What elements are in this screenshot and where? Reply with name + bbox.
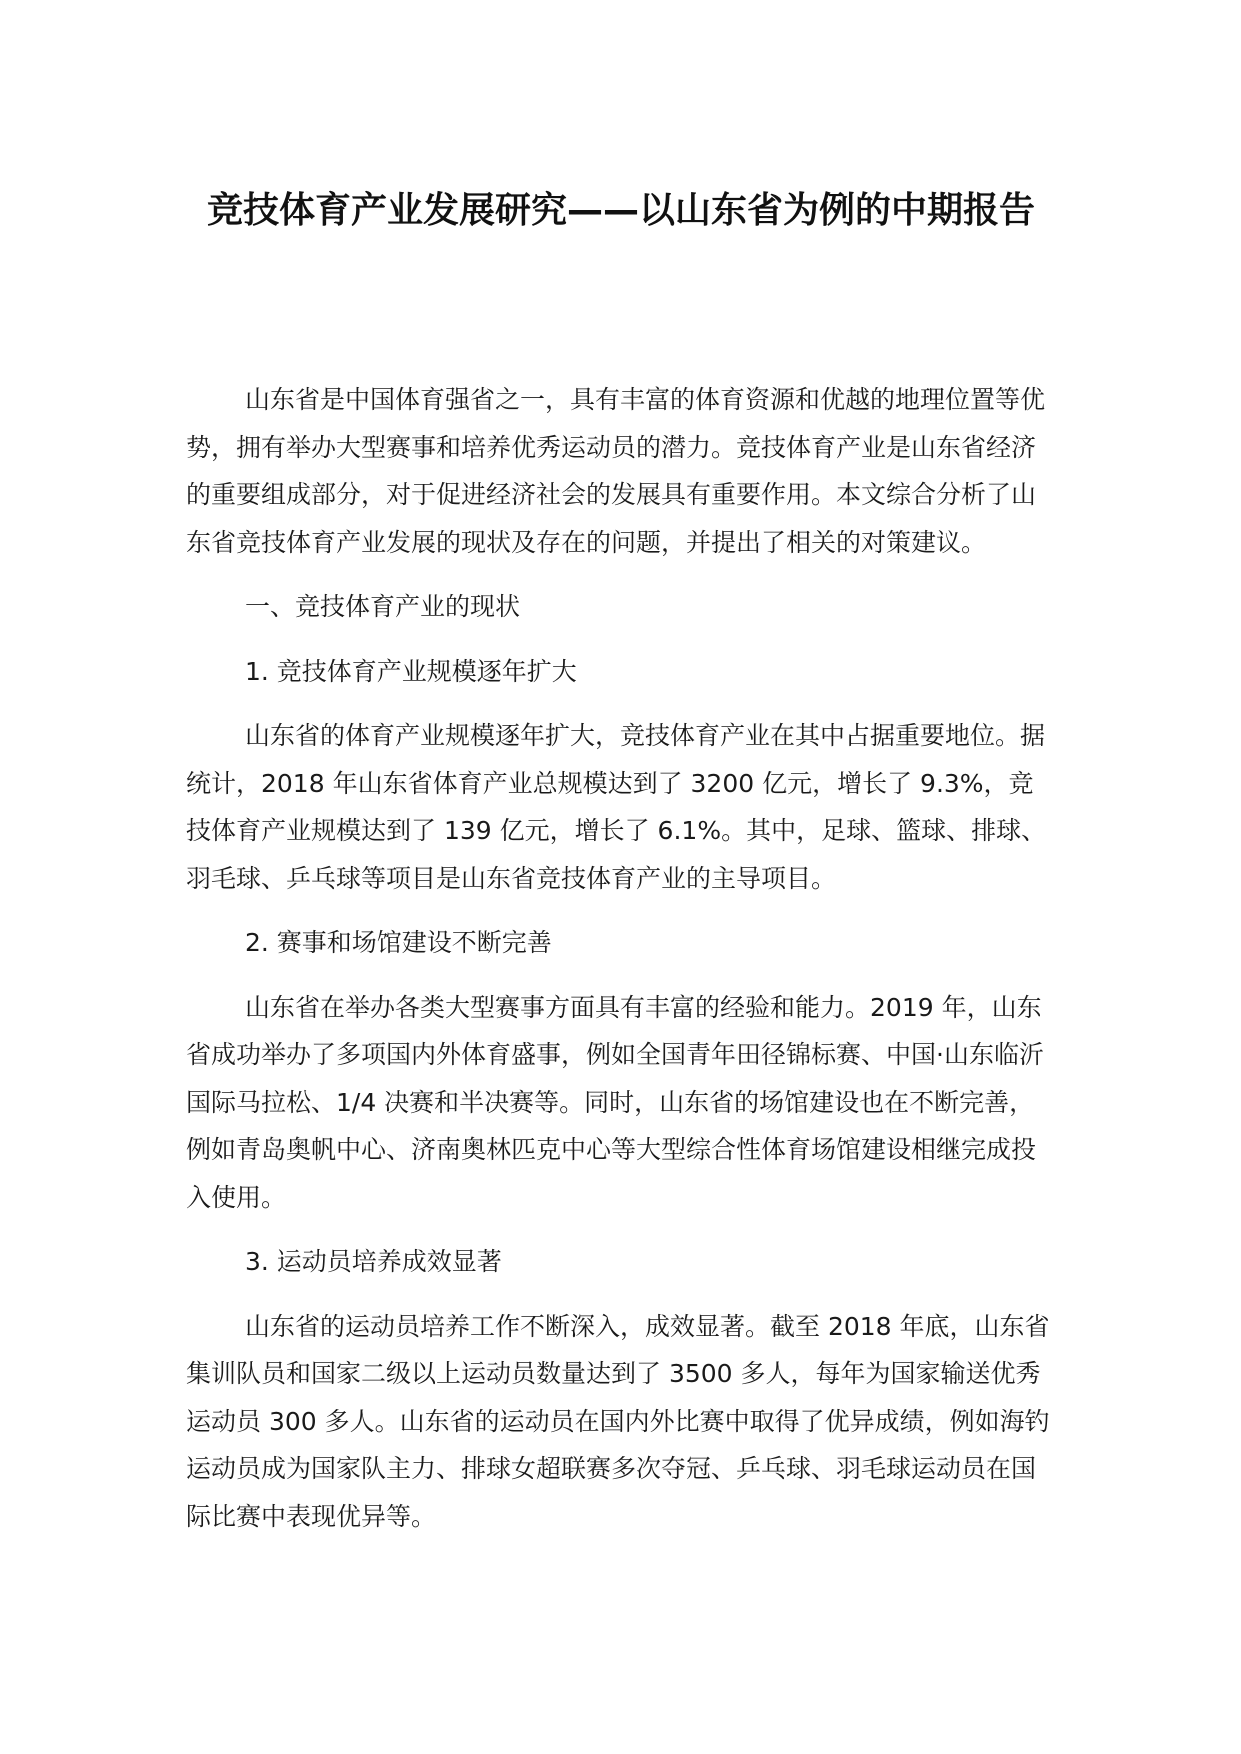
section-heading-status: 一、竞技体育产业的现状 [245, 592, 521, 621]
subheading-events-venues: 2. 赛事和场馆建设不断完善 [245, 928, 552, 957]
document-body [186, 376, 1056, 1557]
paragraph-industry-scale: 山东省的体育产业规模逐年扩大，竞技体育产业在其中占据重要地位。据统计，2018 年山东省体育产业总规模达到了 3200 亿元，增长了 9.3%，竞技体育产业规模达到了 139 亿元，增长了 6.1%。其中，足球、篮球、排球、羽毛球、乒乓球等项目是山东省竞技体育产业的主导项目。 [186, 721, 1047, 893]
subheading-athlete-training: 3. 运动员培养成效显著 [245, 1247, 502, 1276]
paragraph-events-venues: 山东省在举办各类大型赛事方面具有丰富的经验和能力。2019 年，山东省成功举办了多项国内外体育盛事，例如全国青年田径锦标赛、中国·山东临沂国际马拉松、1/4 决赛和半决赛等。同时，山东省的场馆建设也在不断完善，例如青岛奥帆中心、济南奥林匹克中心等大型综合性体育场馆建设相继完成投入使用。 [186, 992, 1044, 1212]
document-title: 竞技体育产业发展研究——以山东省为例的中期报告 [206, 190, 1035, 231]
intro-paragraph: 山东省是中国体育强省之一，具有丰富的体育资源和优越的地理位置等优势，拥有举办大型赛事和培养优秀运动员的潜力。竞技体育产业是山东省经济的重要组成部分，对于促进经济社会的发展具有重要作用。本文综合分析了山东省竞技体育产业发展的现状及存在的问题，并提出了相关的对策建议。 [186, 385, 1046, 557]
paragraph-athlete-training: 山东省的运动员培养工作不断深入，成效显著。截至 2018 年底，山东省集训队员和国家二级以上运动员数量达到了 3500 多人，每年为国家输送优秀运动员 300 多人。山东省的运动员在国内外比赛中取得了优异成绩，例如海钓运动员成为国家队主力、排球女超联赛多次夺冠、乒乓球、羽毛球运动员在国际比赛中表现优异等。 [186, 1311, 1050, 1531]
subheading-industry-scale: 1. 竞技体育产业规模逐年扩大 [245, 656, 577, 686]
